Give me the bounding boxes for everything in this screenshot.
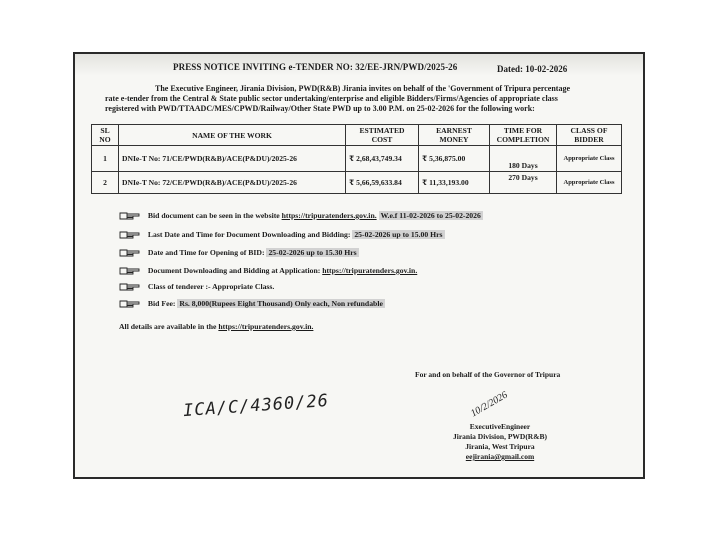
cell-cost: ₹ 5,66,59,633.84 — [346, 172, 419, 194]
opening-date-text: Date and Time for Opening of BID: — [147, 248, 265, 257]
cell-time: 270 Days — [490, 172, 557, 194]
handwritten-reference: ICA/C/4360/26 — [182, 390, 330, 422]
col-sl: SL NO — [92, 125, 119, 146]
cell-sl: 2 — [92, 172, 119, 194]
handwritten-signature-date: 10/2/2026 — [468, 389, 510, 420]
press-notice-document — [73, 52, 645, 479]
cell-class: Appropriate Class — [557, 172, 622, 194]
intro-line-2: rate e-tender from the Central & State public sector undertaking/enterprise and eligible Bidders/Firms/Agencies of appropriate class — [105, 94, 558, 103]
intro-tail: for the following work: — [456, 104, 535, 113]
cell-class: Appropriate Class — [557, 146, 622, 172]
col-money: EARNEST MONEY — [419, 125, 490, 146]
bid-document-dates: W.e.f 11-02-2026 to 25-02-2026 — [380, 211, 481, 220]
intro-line-3: registered with PWD/TTAADC/MES/CPWD/Railway/Other State PWD — [105, 104, 352, 113]
details-link[interactable]: https://tripuratenders.gov.in. — [218, 322, 314, 331]
pointing-hand-icon — [119, 266, 141, 276]
table-row — [92, 146, 622, 172]
col-class: CLASS OF BIDDER — [557, 125, 622, 146]
cell-name: DNIe-T No: 72/CE/PWD(R&B)/ACE(P&DU)/2025-26 — [119, 172, 346, 194]
signatory-place: Jirania, West Tripura — [465, 442, 535, 451]
bullet-class-tenderer — [119, 282, 274, 292]
bullet-download-app — [119, 266, 417, 276]
intro-deadline: up to 3.00 P.M. on 25-02-2026 — [353, 104, 455, 113]
bullet-bid-document — [119, 211, 483, 221]
pointing-hand-icon — [119, 248, 141, 258]
table-header-row — [92, 125, 622, 146]
on-behalf-line: For and on behalf of the Governor of Tripura — [415, 370, 561, 379]
class-tenderer-text: Class of tenderer :- Appropriate Class. — [147, 282, 275, 291]
signatory-email[interactable]: eejirania@gmail.com — [465, 452, 535, 461]
bullet-last-date — [119, 230, 445, 240]
works-table — [91, 124, 622, 194]
pointing-hand-icon — [119, 282, 141, 292]
download-app-link[interactable]: https://tripuratenders.gov.in. — [322, 266, 418, 275]
intro-line-1: The Executive Engineer, Jirania Division, PWD(R&B) Jirania invites on behalf of the 'Government of Tripura percentage — [155, 84, 571, 93]
pointing-hand-icon — [119, 299, 141, 309]
col-name: NAME OF THE WORK — [119, 125, 346, 146]
cell-time: 180 Days — [490, 146, 557, 172]
table-row — [92, 172, 622, 194]
bid-document-text: Bid document can be seen in the website — [147, 211, 280, 220]
bid-fee-label: Bid Fee: — [147, 299, 176, 308]
signatory-division: Jirania Division, PWD(R&B) — [453, 432, 547, 441]
cell-money: ₹ 5,36,875.00 — [419, 146, 490, 172]
bid-document-link[interactable]: https://tripuratenders.gov.in. — [281, 211, 377, 220]
opening-date-value: 25-02-2026 up to 15.30 Hrs — [268, 248, 357, 257]
bullet-opening-date — [119, 248, 359, 258]
cell-sl: 1 — [92, 146, 119, 172]
pointing-hand-icon — [119, 211, 141, 221]
download-app-text: Document Downloading and Bidding at Application: — [147, 266, 321, 275]
notice-date: Dated: 10-02-2026 — [497, 64, 568, 74]
signatory-title: ExecutiveEngineer — [469, 422, 531, 431]
details-line — [119, 322, 313, 331]
last-date-text: Last Date and Time for Document Downloading and Bidding: — [147, 230, 351, 239]
col-cost: ESTIMATED COST — [346, 125, 419, 146]
last-date-value: 25-02-2026 up to 15.00 Hrs — [354, 230, 443, 239]
notice-title: PRESS NOTICE INVITING e-TENDER NO: 32/EE-JRN/PWD/2025-26 — [173, 62, 458, 72]
pointing-hand-icon — [119, 230, 141, 240]
cell-name: DNIe-T No: 71/CE/PWD(R&B)/ACE(P&DU)/2025-26 — [119, 146, 346, 172]
bullet-bid-fee — [119, 299, 385, 309]
bid-fee-value: Rs. 8,000(Rupees Eight Thousand) Only each, Non refundable — [179, 299, 383, 308]
col-time: TIME FOR COMPLETION — [490, 125, 557, 146]
signature-block — [435, 422, 565, 462]
intro-paragraph — [105, 84, 625, 114]
cell-cost: ₹ 2,68,43,749.34 — [346, 146, 419, 172]
details-text: All details are available in the — [119, 322, 217, 331]
cell-money: ₹ 11,33,193.00 — [419, 172, 490, 194]
